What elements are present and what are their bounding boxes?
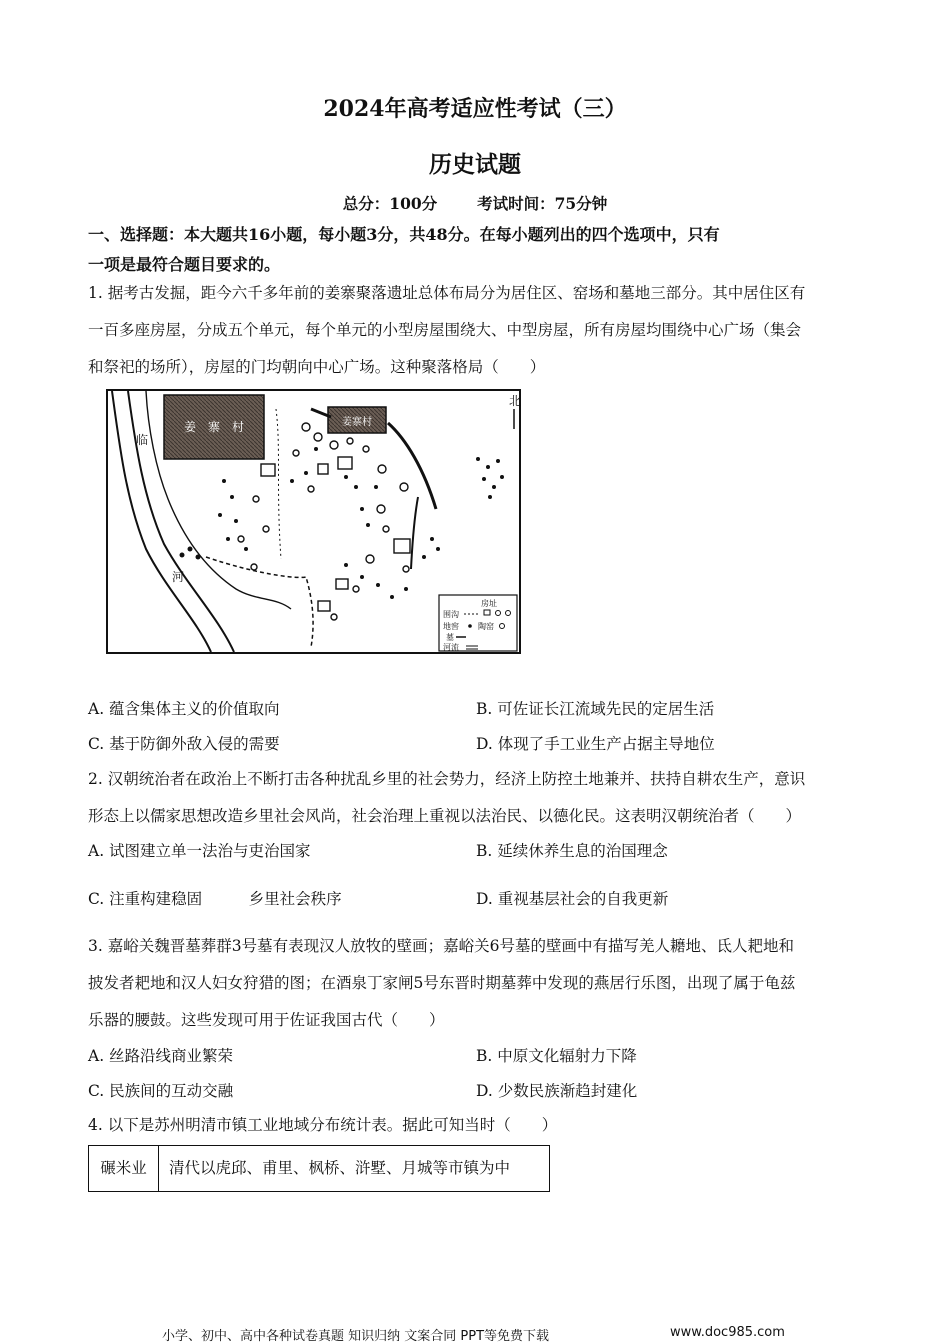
- q1-stem-line2: 一百多座房屋，分成五个单元，每个单元的小型房屋围绕大、中型房屋，所有房屋均围绕中心广场（集会: [88, 321, 802, 339]
- exam-time: 考试时间：75分钟: [477, 194, 608, 213]
- legend-house: 房址: [481, 599, 497, 608]
- q3-stem-line2: 披发者耙地和汉人妇女狩猎的图；在酒泉丁家闸5号东晋时期墓葬中发现的燕居行乐图，出现了属于龟兹: [88, 974, 796, 992]
- village-label: 姜 寨 村: [183, 420, 245, 434]
- q1-stem-line1: 1. 据考古发掘，距今六千多年前的姜寨聚落遗址总体布局分为居住区、窑场和墓地三部分。其中居住区有: [88, 284, 806, 302]
- q3-option-a[interactable]: A. 丝路沿线商业繁荣: [88, 1047, 234, 1065]
- total-score: 总分：100分: [342, 194, 438, 213]
- north-label: 北: [509, 394, 521, 408]
- jiangzhai-site-map: [106, 389, 521, 654]
- q4-table: [88, 1145, 550, 1192]
- legend-kiln: 陶窑: [478, 622, 494, 631]
- subject-title: 历史试题: [429, 151, 521, 178]
- map-legend: [439, 595, 517, 652]
- section-heading-line1: 一、选择题：本大题共16小题，每小题3分，共48分。在每小题列出的四个选项中，只有: [88, 225, 720, 244]
- footer-text: 小学、初中、高中各种试卷真题 知识归纳 文案合同 PPT等免费下载: [162, 1329, 550, 1344]
- q2-option-c[interactable]: C. 注重构建稳固 乡里社会秩序: [88, 890, 342, 908]
- river-label-1: 临: [136, 433, 149, 447]
- legend-tomb: 墓: [446, 633, 454, 642]
- exam-title: 2024年高考适应性考试（三）: [323, 96, 627, 122]
- q3-option-c[interactable]: C. 民族间的互动交融: [88, 1082, 234, 1100]
- q4-stem-line1: 4. 以下是苏州明清市镇工业地域分布统计表。据此可知当时（ ）: [88, 1116, 558, 1134]
- q2-stem-line1: 2. 汉朝统治者在政治上不断打击各种扰乱乡里的社会势力，经济上防控土地兼并、扶持自耕农生产，意识: [88, 770, 806, 788]
- exam-info: [0, 192, 950, 214]
- q1-stem-line3: 和祭祀的场所），房屋的门均朝向中心广场。这种聚落格局（ ）: [88, 358, 546, 376]
- village2-label: 姜寨村: [342, 417, 372, 428]
- footer-url[interactable]: www.doc985.com: [670, 1325, 785, 1340]
- legend-pit: 地窖: [443, 622, 459, 631]
- river-label-2: 河: [172, 570, 185, 584]
- q1-option-a[interactable]: A. 蕴含集体主义的价值取向: [88, 700, 280, 718]
- q1-option-c[interactable]: C. 基于防御外敌入侵的需要: [88, 735, 280, 753]
- q2-option-d[interactable]: D. 重视基层社会的自我更新: [476, 890, 669, 908]
- q3-option-b[interactable]: B. 中原文化辐射力下降: [476, 1047, 637, 1065]
- q1-option-b[interactable]: B. 可佐证长江流域先民的定居生活: [476, 700, 715, 718]
- q1-option-d[interactable]: D. 体现了手工业生产占据主导地位: [476, 735, 715, 753]
- legend-ditch: 围沟: [443, 610, 459, 619]
- legend-river: 河流: [443, 643, 459, 652]
- q4-table-industry: 碾米业: [89, 1146, 159, 1191]
- q2-option-b[interactable]: B. 延续休养生息的治国理念: [476, 842, 668, 860]
- q3-stem-line1: 3. 嘉峪关魏晋墓葬群3号墓有表现汉人放牧的壁画；嘉峪关6号墓的壁画中有描写羌人耱地、氐人耙地和: [88, 937, 794, 955]
- q4-table-desc: 清代以虎邱、甫里、枫桥、浒墅、月城等市镇为中: [169, 1159, 511, 1177]
- q2-stem-line2: 形态上以儒家思想改造乡里社会风尚，社会治理上重视以法治民、以德化民。这表明汉朝统治者（ ）: [88, 807, 802, 825]
- q3-stem-line3: 乐器的腰鼓。这些发现可用于佐证我国古代（ ）: [88, 1011, 445, 1029]
- section-heading-line2: 一项是最符合题目要求的。: [88, 255, 281, 274]
- q2-option-a[interactable]: A. 试图建立单一法治与吏治国家: [88, 842, 311, 860]
- q3-option-d[interactable]: D. 少数民族渐趋封建化: [476, 1082, 638, 1100]
